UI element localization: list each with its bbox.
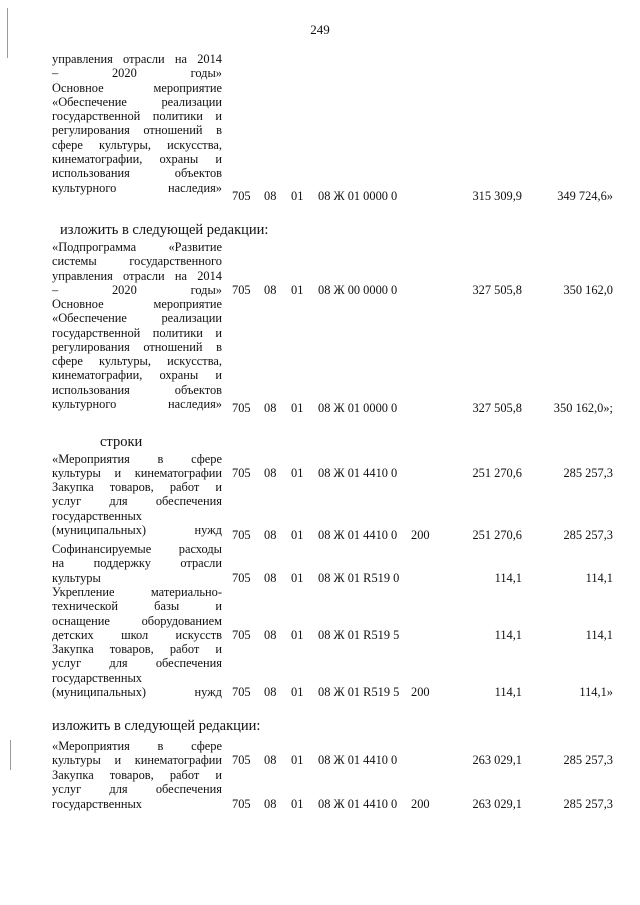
target-article-code: 08 Ж 01 4410 0 — [318, 797, 398, 811]
section-heading: изложить в следующей редакции: — [52, 718, 261, 734]
description-line: культуры и кинематографии — [52, 466, 222, 481]
amount-year2: 285 257,3 — [563, 528, 613, 542]
admin-code: 705 — [232, 628, 251, 642]
amount-year2: 114,1» — [579, 685, 613, 699]
expense-type-code: 200 — [411, 797, 430, 811]
description-line: технической базы и — [52, 599, 222, 614]
table-row — [0, 283, 640, 298]
description-line: «Обеспечение реализации — [52, 311, 222, 326]
amount-year1: 315 309,9 — [472, 189, 522, 203]
description-line: Укрепление материально- — [52, 585, 222, 599]
description-line: (муниципальных) нужд — [52, 522, 222, 537]
target-article-code: 08 Ж 00 0000 0 — [318, 283, 398, 297]
section-code: 08 — [264, 797, 277, 811]
description-line: государственных — [52, 508, 143, 523]
section-code: 08 — [264, 283, 277, 297]
subsection-code: 01 — [291, 283, 304, 297]
amount-year2: 349 724,6» — [557, 189, 613, 203]
target-article-code: 08 Ж 01 4410 0 — [318, 466, 398, 480]
description-block — [52, 52, 222, 195]
table-row — [0, 466, 640, 481]
amount-year1: 327 505,8 — [472, 283, 522, 297]
amount-year1: 263 029,1 — [472, 753, 522, 767]
subsection-code: 01 — [291, 189, 304, 203]
admin-code: 705 — [232, 528, 251, 542]
amount-year1: 251 270,6 — [472, 528, 522, 542]
description-line: государственной политики и — [52, 325, 222, 340]
description-line: культуры и кинематографии — [52, 753, 222, 768]
admin-code: 705 — [232, 189, 251, 203]
description-line: сфере культуры, искусства, — [52, 354, 222, 369]
table-row — [0, 797, 640, 812]
amount-year2: 285 257,3 — [563, 797, 613, 811]
expense-type-code: 200 — [411, 528, 430, 542]
description-line: детских школ искусств — [52, 627, 222, 642]
description-block — [52, 297, 222, 411]
section-code: 08 — [264, 401, 277, 415]
description-line: кинематографии, охраны и — [52, 152, 222, 167]
description-line: регулирования отношений в — [52, 123, 222, 138]
description-line: кинематографии, охраны и — [52, 368, 222, 383]
amount-year2: 114,1 — [585, 571, 613, 585]
subsection-code: 01 — [291, 528, 304, 542]
section-code: 08 — [264, 571, 277, 585]
description-line: государственной политики и — [52, 109, 222, 124]
admin-code: 705 — [232, 685, 251, 699]
amount-year2: 114,1 — [585, 628, 613, 642]
description-line: Основное мероприятие — [52, 297, 222, 311]
description-line: услуг для обеспечения — [52, 782, 222, 797]
section-heading: строки — [100, 434, 143, 450]
admin-code: 705 — [232, 753, 251, 767]
amount-year1: 263 029,1 — [472, 797, 522, 811]
section-code: 08 — [264, 685, 277, 699]
target-article-code: 08 Ж 01 4410 0 — [318, 753, 398, 767]
description-line: (муниципальных) нужд — [52, 684, 222, 699]
description-line: оснащение оборудованием — [52, 613, 222, 628]
expense-type-code: 200 — [411, 685, 430, 699]
description-line: – 2020 годы» — [52, 66, 222, 81]
table-row — [0, 571, 640, 586]
section-heading: изложить в следующей редакции: — [60, 222, 269, 238]
description-line: управления отрасли на 2014 — [52, 52, 222, 66]
description-line: Закупка товаров, работ и — [52, 480, 222, 494]
description-line: «Подпрограмма «Развитие — [52, 240, 222, 254]
section-code: 08 — [264, 189, 277, 203]
description-line: Закупка товаров, работ и — [52, 642, 222, 656]
section-code: 08 — [264, 466, 277, 480]
subsection-code: 01 — [291, 466, 304, 480]
description-line: «Мероприятия в сфере — [52, 452, 222, 466]
description-line: услуг для обеспечения — [52, 656, 222, 671]
target-article-code: 08 Ж 01 0000 0 — [318, 401, 398, 415]
table-row — [0, 628, 640, 643]
description-line: использования объектов — [52, 166, 222, 181]
target-article-code: 08 Ж 01 R519 5 — [318, 628, 400, 642]
table-row — [0, 685, 640, 700]
amount-year2: 350 162,0»; — [553, 401, 613, 415]
admin-code: 705 — [232, 797, 251, 811]
table-row — [0, 401, 640, 416]
admin-code: 705 — [232, 401, 251, 415]
subsection-code: 01 — [291, 401, 304, 415]
admin-code: 705 — [232, 283, 251, 297]
target-article-code: 08 Ж 01 R519 5 — [318, 685, 400, 699]
description-line: услуг для обеспечения — [52, 494, 222, 509]
description-line: системы государственного — [52, 254, 222, 269]
description-line: «Мероприятия в сфере — [52, 739, 222, 753]
section-code: 08 — [264, 528, 277, 542]
description-line: сфере культуры, искусства, — [52, 137, 222, 152]
subsection-code: 01 — [291, 685, 304, 699]
description-line: Софинансируемые расходы — [52, 542, 222, 556]
description-line: государственных — [52, 670, 143, 685]
target-article-code: 08 Ж 01 0000 0 — [318, 189, 398, 203]
description-line: государственных — [52, 796, 143, 811]
description-line: Основное мероприятие — [52, 80, 222, 95]
subsection-code: 01 — [291, 571, 304, 585]
description-line: Закупка товаров, работ и — [52, 768, 222, 782]
subsection-code: 01 — [291, 753, 304, 767]
amount-year1: 327 505,8 — [472, 401, 522, 415]
description-line: культуры — [52, 570, 101, 585]
description-line: «Обеспечение реализации — [52, 94, 222, 109]
amount-year2: 350 162,0 — [563, 283, 613, 297]
description-line: использования объектов — [52, 382, 222, 397]
table-row — [0, 189, 640, 204]
subsection-code: 01 — [291, 797, 304, 811]
admin-code: 705 — [232, 571, 251, 585]
target-article-code: 08 Ж 01 4410 0 — [318, 528, 398, 542]
description-line: – 2020 годы» — [52, 282, 222, 297]
amount-year2: 285 257,3 — [563, 753, 613, 767]
description-line: управления отрасли на 2014 — [52, 268, 222, 283]
description-line: регулирования отношений в — [52, 339, 222, 354]
subsection-code: 01 — [291, 628, 304, 642]
amount-year1: 114,1 — [494, 571, 522, 585]
target-article-code: 08 Ж 01 R519 0 — [318, 571, 400, 585]
section-code: 08 — [264, 628, 277, 642]
section-code: 08 — [264, 753, 277, 767]
table-row — [0, 528, 640, 543]
page-number: 249 — [310, 22, 330, 37]
table-row — [0, 753, 640, 768]
admin-code: 705 — [232, 466, 251, 480]
amount-year1: 114,1 — [494, 628, 522, 642]
description-line: культурного наследия» — [52, 180, 222, 195]
amount-year1: 114,1 — [494, 685, 522, 699]
amount-year2: 285 257,3 — [563, 466, 613, 480]
description-line: на поддержку отрасли — [52, 556, 222, 571]
description-line: культурного наследия» — [52, 397, 222, 412]
amount-year1: 251 270,6 — [472, 466, 522, 480]
